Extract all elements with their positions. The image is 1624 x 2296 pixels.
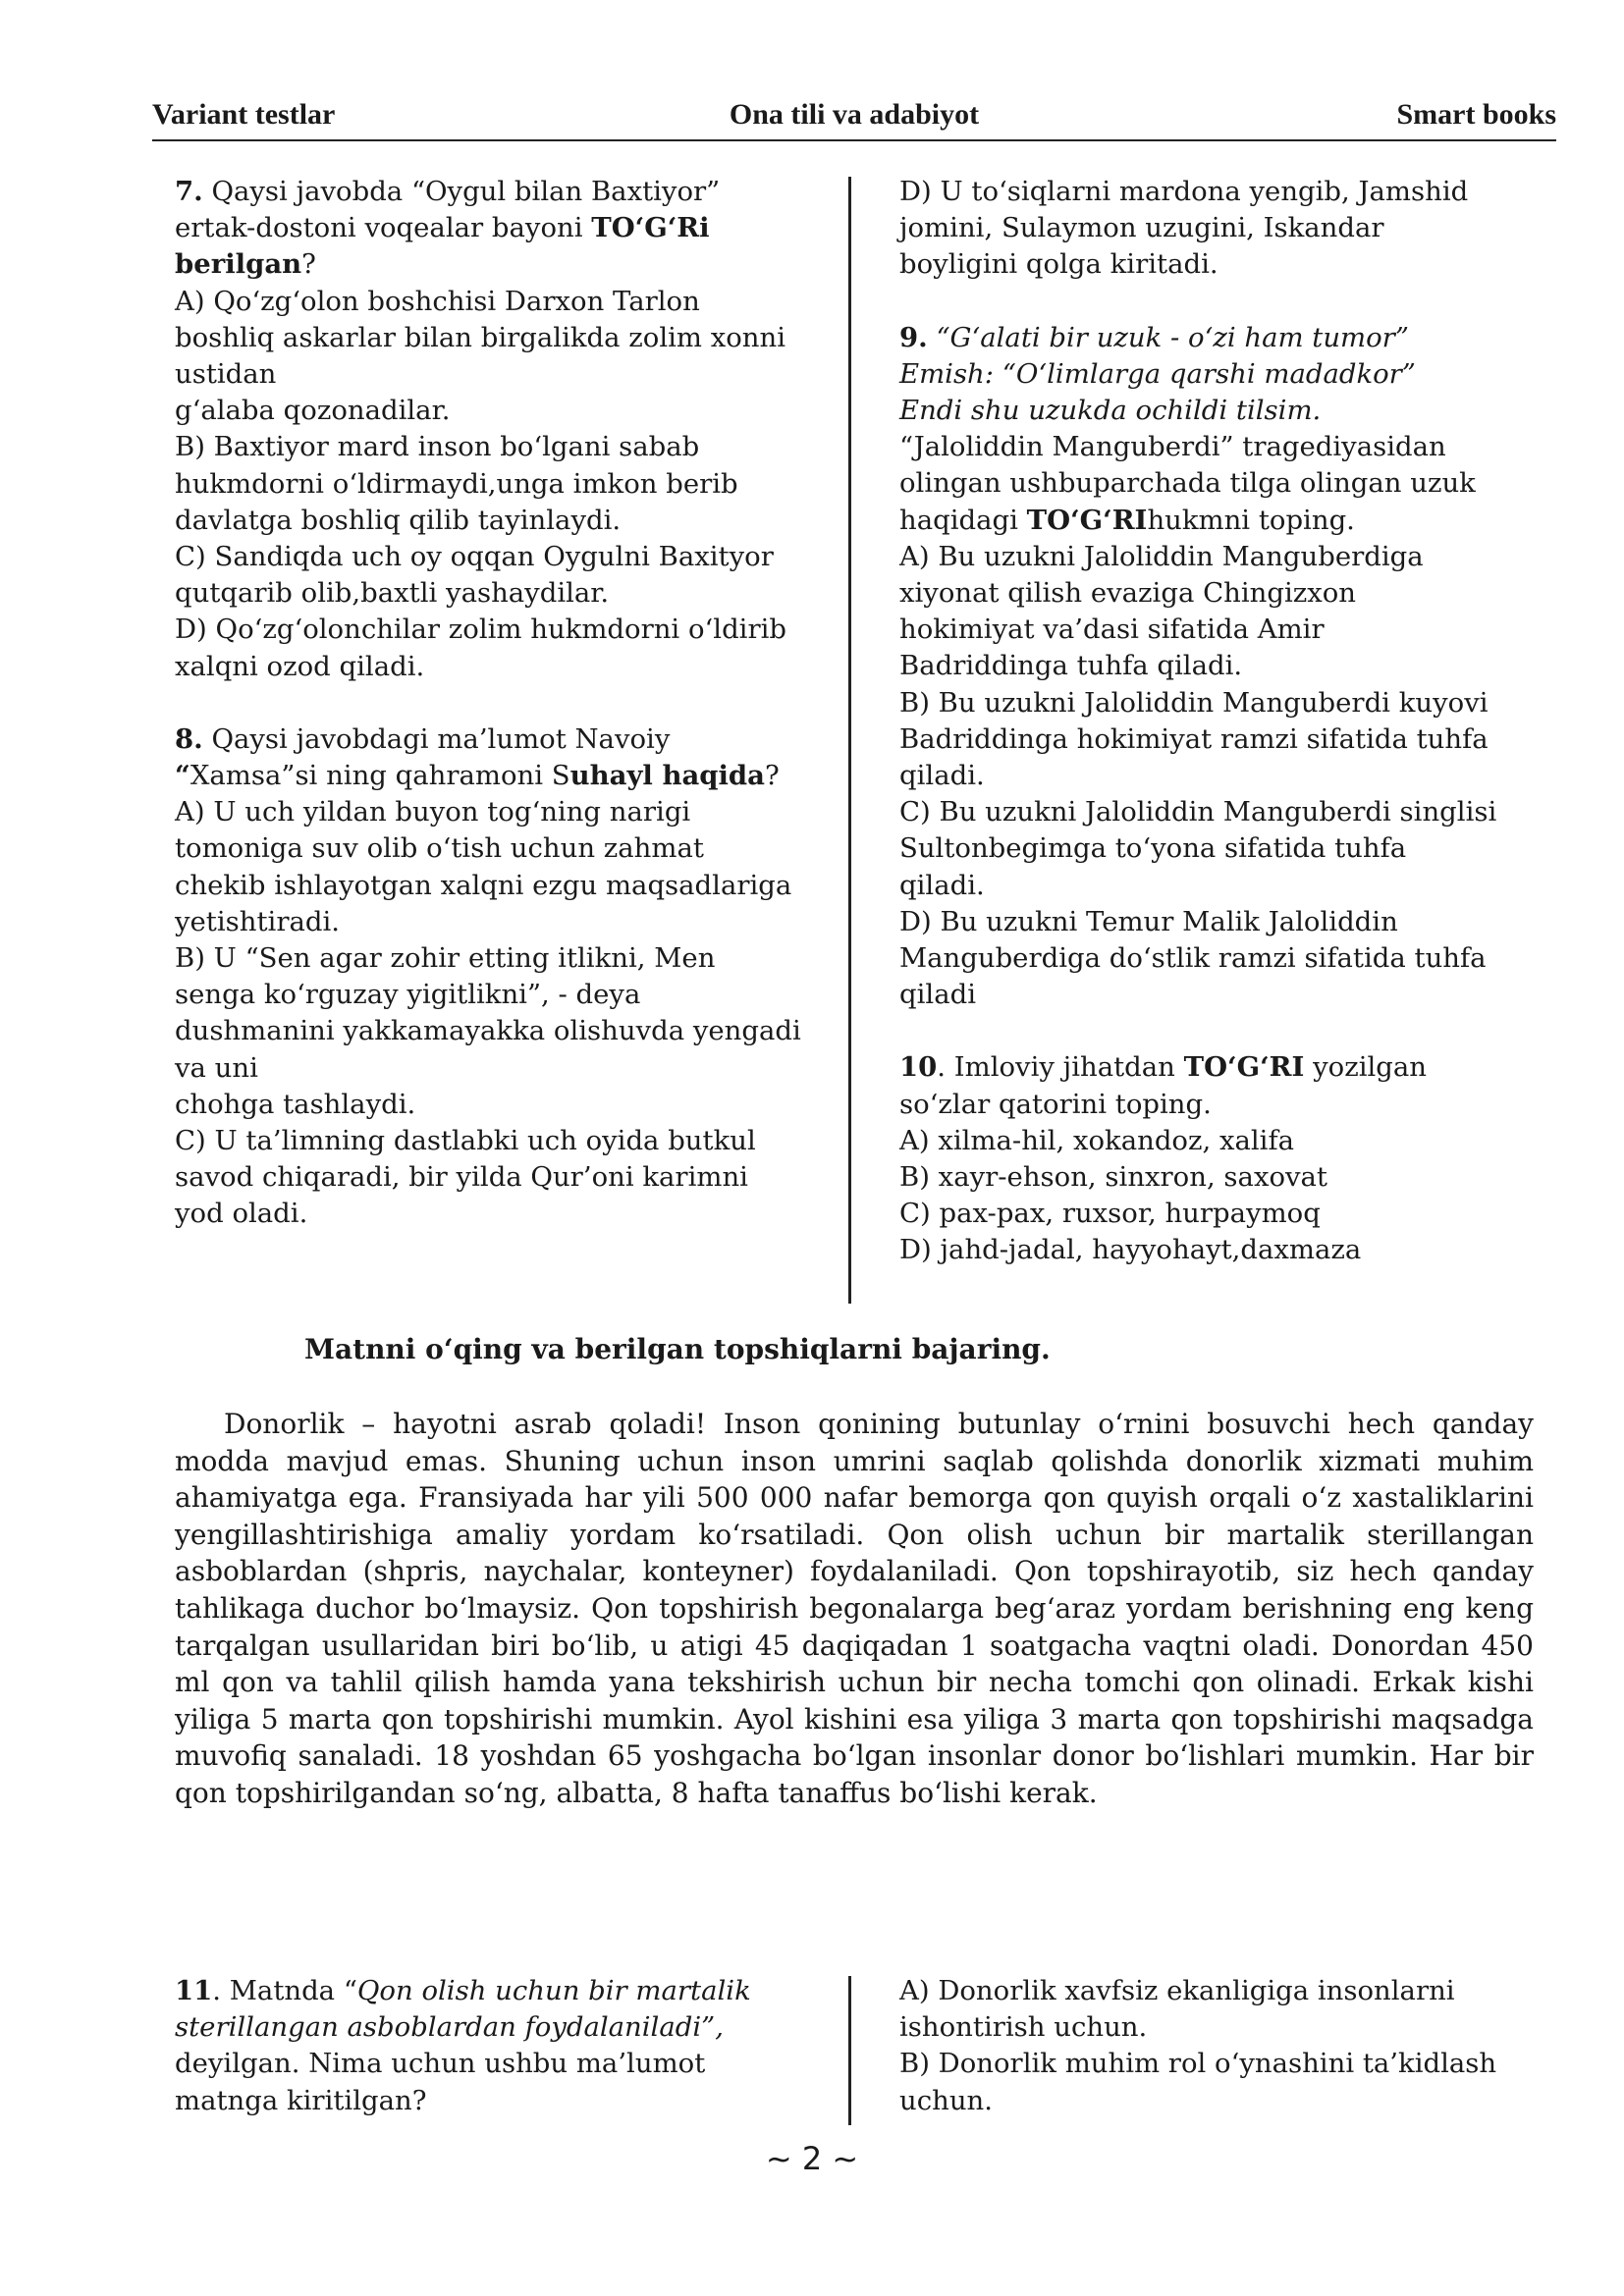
page-header <box>152 96 1556 141</box>
question-9 <box>899 320 1498 1014</box>
question-10-emphasis: TO‘G‘RI <box>1183 1051 1305 1084</box>
question-10-option-d: D) jahd-jadal, hayyohayt,daxmaza <box>899 1234 1362 1266</box>
question-9-verse-line-1 <box>899 320 1498 356</box>
question-9-text: “Jaloliddin Manguberdi” tragediyasidan olingan ushbuparchada tilga olingan uzuk haqidagi <box>899 431 1476 536</box>
question-9-number: 9. <box>899 321 928 353</box>
question-9-verse-1: “G‘alati bir uzuk - o‘zi ham tumor” <box>927 321 1409 353</box>
question-8-option-b-cont: chohga tashlaydi. <box>175 1088 416 1120</box>
question-8 <box>175 721 803 1233</box>
question-7-option-c: C) Sandiqda uch oy oqqan Oygulni Baxityor qutqarib olib,baxtli yashaydilar. <box>175 541 774 610</box>
question-7-option-d: D) Qo‘zg‘olonchilar zolim hukmdorni o‘ldirib xalqni ozod qiladi. <box>175 614 787 682</box>
question-9-verse-3: Endi shu uzukda ochildi tilsim. <box>899 395 1322 427</box>
question-9-text-end: hukmni toping. <box>1147 504 1355 536</box>
question-8-stem <box>175 721 803 794</box>
question-7-stem <box>175 174 803 284</box>
question-11-options <box>899 1973 1508 2119</box>
question-7-emphasis: TO‘G‘Ri berilgan <box>175 212 710 281</box>
question-7-text-end: ? <box>301 248 316 281</box>
question-10 <box>899 1049 1498 1268</box>
question-11-number: 11 <box>175 1975 213 2006</box>
question-9-verse-2: Emish: “O‘limlarga qarshi madadkor” <box>899 357 1416 390</box>
question-8-number: 8. <box>175 722 203 755</box>
question-11-quote: Qon olish uchun bir martalik sterillangan asboblardan foydalaniladi”, <box>175 1975 751 2044</box>
question-8-quote-mark: “ <box>175 760 190 792</box>
column-divider <box>848 177 851 1304</box>
question-9-stem <box>899 429 1498 539</box>
header-center: Ona tili va adabiyot <box>729 98 980 131</box>
question-10-option-b: B) xayr-ehson, sinxron, saxovat <box>899 1161 1327 1194</box>
question-7-option-a: A) Qo‘zg‘olon boshchisi Darxon Tarlon boshliq askarlar bilan birgalikda zolim xonni ustidan <box>175 285 786 391</box>
question-11-option-a: A) Donorlik xavfsiz ekanligiga insonlarni ishontirish uchun. <box>899 1975 1455 2044</box>
question-9-verse-line-2 <box>899 356 1498 393</box>
question-8-emphasis: uhayl haqida <box>569 760 765 792</box>
question-8-option-d: D) U to‘siqlarni mardona yengib, Jamshid jomini, Sulaymon uzugini, Iskandar boyligini qolga kiritadi. <box>899 176 1469 281</box>
header-right: Smart books <box>1396 98 1556 131</box>
question-7 <box>175 174 803 685</box>
question-10-text: . Imloviy jihatdan <box>937 1051 1184 1084</box>
left-column <box>175 174 803 1233</box>
question-10-number: 10 <box>899 1051 938 1084</box>
reading-passage: Donorlik – hayotni asrab qoladi! Inson qonining butunlay o‘rnini bosuvchi hech qanday modda mavjud emas. Shuning uchun inson umrini saqlab qolishda donorlik xizmati muhim ahamiyatga ega. Fransiyada har yili 500 000 nafar bemorga qon quyish orqali o‘z xastaliklarini yengillashtirishiga amaliy yordam ko‘rsatiladi. Qon olish uchun bir martalik sterillangan asboblardan (shpris, naychalar, konteyner) foydalaniladi. Qon topshirayotib, siz hech qanday tahlikaga duchor bo‘lmaysiz. Qon topshirish begonalarga beg‘araz yordam berishning eng keng tarqalgan usullaridan biri bo‘lib, u atigi 45 daqiqadan 1 soatgacha vaqtni oladi. Donordan 450 ml qon va tahlil qilish hamda yana tekshirish uchun bir necha tomchi qon olinadi. Erkak kishi yiliga 5 marta qon topshirishi mumkin. Ayol kishini esa yiliga 3 marta qon topshirishi maqsadga muvofiq sanaladi. 18 yoshdan 65 yoshgacha bo‘lgan insonlar donor bo‘lishlari mumkin. Har bir qon topshirilgandan so‘ng, albatta, 8 hafta tanaffus bo‘lishi kerak. <box>175 1408 1534 1809</box>
question-9-option-d: D) Bu uzukni Temur Malik Jaloliddin Manguberdiga do‘stlik ramzi sifatida tuhfa qiladi <box>899 905 1487 1011</box>
question-7-option-b: B) Baxtiyor mard inson bo‘lgani sabab hukmdorni o‘ldirmaydi,unga imkon berib davlatga boshliq qilib tayinlaydi. <box>175 431 738 536</box>
question-8-option-a: A) U uch yildan buyon tog‘ning narigi tomoniga suv olib o‘tish uchun zahmat chekib ishlayotgan xalqni ezgu maqsadlariga yetishtiradi. <box>175 796 792 937</box>
question-11-stem <box>175 1973 774 2119</box>
question-8-option-c: C) U ta’limning dastlabki uch oyida butkul savod chiqaradi, bir yilda Qur’oni karimni yod oladi. <box>175 1125 756 1230</box>
question-8-option-b: B) U “Sen agar zohir etting itlikni, Men senga ko‘rguzay yigitlikni”, - deya dushmanini yakkamayakka olishuvda yengadi va uni <box>175 942 801 1084</box>
question-8-text-end: ? <box>764 760 780 792</box>
question-11-option-b: B) Donorlik muhim rol o‘ynashini ta’kidlash uchun. <box>899 2048 1497 2116</box>
question-11 <box>175 1973 774 2119</box>
question-9-option-a: A) Bu uzukni Jaloliddin Manguberdiga xiyonat qilish evaziga Chingizxon hokimiyat va’dasi sifatida Amir Badriddinga tuhfa qiladi. <box>899 540 1424 682</box>
question-8-text: Qaysi javobdagi ma’lumot Navoiy <box>202 722 671 755</box>
question-9-option-b: B) Bu uzukni Jaloliddin Manguberdi kuyovi Badriddinga hokimiyat ramzi sifatida tuhfa qiladi. <box>899 686 1489 792</box>
question-8-text-cont: Xamsa”si ning qahramoni S <box>189 760 570 792</box>
page-number: ~ 2 ~ <box>765 2140 859 2177</box>
question-10-text-end: yozilgan so‘zlar qatorini toping. <box>899 1051 1428 1120</box>
question-7-text: Qaysi javobda “Oygul bilan Baxtiyor” ertak-dostoni voqealar bayoni <box>175 176 721 244</box>
right-column <box>899 174 1498 1269</box>
question-10-stem <box>899 1049 1498 1122</box>
question-10-option-c: C) pax-pax, ruxsor, hurpaymoq <box>899 1198 1321 1230</box>
question-11-text: . Matnda “ <box>212 1975 357 2006</box>
question-9-option-c: C) Bu uzukni Jaloliddin Manguberdi singlisi Sultonbegimga to‘yona sifatida tuhfa qiladi. <box>899 796 1497 901</box>
header-left: Variant testlar <box>152 98 336 131</box>
question-9-emphasis: TO‘G‘RI <box>1026 504 1148 536</box>
column-divider-bottom <box>848 1976 851 2125</box>
question-9-verse-line-3 <box>899 393 1498 429</box>
question-7-option-a-cont: g‘alaba qozonadilar. <box>175 395 451 427</box>
question-11-text-end: deyilgan. Nima uchun ushbu ma’lumot matnga kiritilgan? <box>175 2048 706 2116</box>
section-title: Matnni o‘qing va berilgan topshiqlarni bajaring. <box>304 1333 1051 1365</box>
question-7-number: 7. <box>175 176 203 207</box>
question-10-option-a: A) xilma-hil, xokandoz, xalifa <box>899 1124 1295 1156</box>
